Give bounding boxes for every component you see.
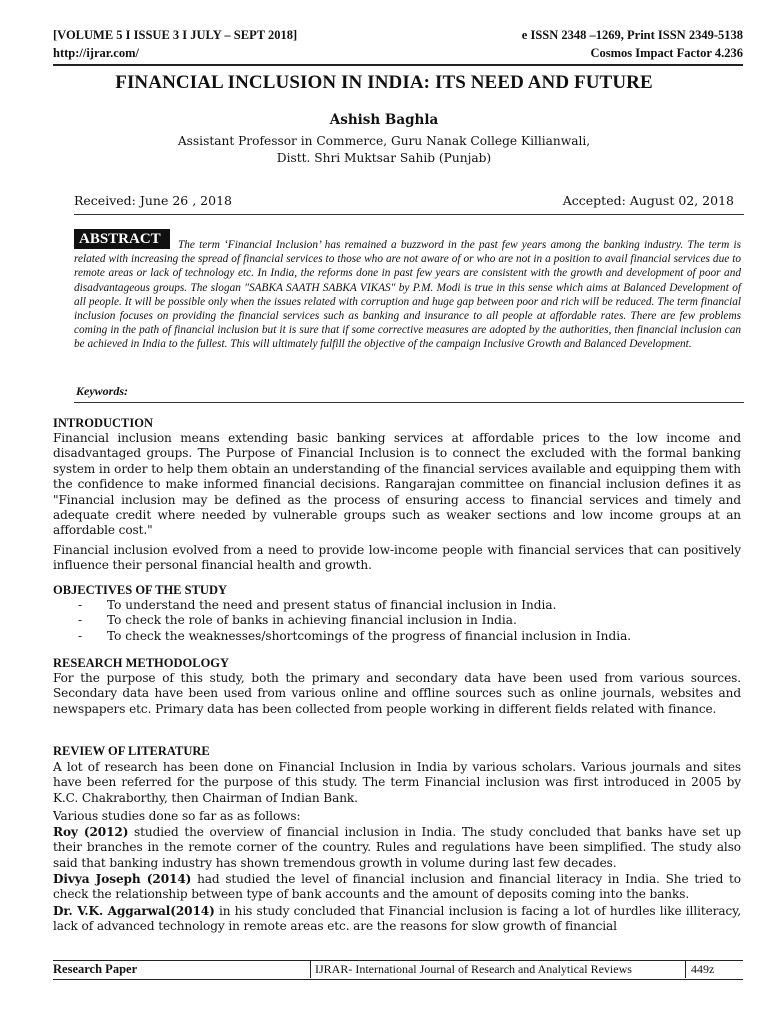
accepted-date: Accepted: August 02, 2018	[562, 193, 734, 208]
divya-citation: Divya Joseph (2014)	[53, 872, 192, 886]
journal-url[interactable]: http://ijrar.com/	[53, 46, 139, 60]
introduction-heading: INTRODUCTION	[53, 416, 154, 430]
objective-text: To check the weaknesses/shortcomings of the progress of financial inclusion in India.	[107, 628, 632, 643]
received-date: Received: June 26 , 2018	[74, 193, 232, 208]
list-item	[78, 613, 631, 628]
methodology-heading: RESEARCH METHODOLOGY	[53, 656, 230, 670]
aggarwal-text: in his study concluded that Financial inclusion is facing a lot of hurdles like illiteracy, lack of advanced technology in remote areas etc. are the reasons for slow growth of financial	[53, 904, 742, 934]
divya-text: had studied the level of financial inclusion and financial literacy in India. She tried to check the relationship between type of bank accounts and the amount of deposits coming into the banks.	[53, 872, 741, 902]
objectives-heading: OBJECTIVES OF THE STUDY	[53, 583, 228, 597]
header-divider	[53, 64, 743, 66]
aggarwal-citation: Dr. V.K. Aggarwal(2014)	[53, 904, 215, 918]
page-number: 449z	[685, 961, 743, 978]
page-footer	[53, 960, 743, 980]
affiliation-line-1: Assistant Professor in Commerce, Guru Nanak College Killianwali,	[177, 134, 591, 148]
methodology-paragraph: For the purpose of this study, both the primary and secondary data have been used from various sources. Secondary data have been used from various online and offline sources such as online journals, websites and newspapers etc. Primary data has been collected from people working in different fields related with finance.	[53, 671, 741, 716]
objective-text: To understand the need and present status of financial inclusion in India.	[107, 598, 557, 612]
dates-divider	[74, 214, 744, 215]
dash-bullet: -	[78, 613, 83, 628]
footer-label: Research Paper	[53, 962, 138, 976]
volume-info: [VOLUME 5 I ISSUE 3 I JULY – SEPT 2018]	[53, 28, 298, 42]
impact-factor: Cosmos Impact Factor 4.236	[590, 46, 743, 60]
review-paragraph-1: A lot of research has been done on Financial Inclusion in India by various scholars. Various journals and sites have been referred for the purpose of this study. The term Financial inclusion was first introduced in 2005 by K.C. Chakraborthy, then Chairman of Indian Bank.	[53, 760, 741, 805]
review-roy-paragraph	[53, 825, 741, 871]
dash-bullet: -	[78, 598, 83, 612]
keywords-divider	[74, 402, 744, 403]
review-aggarwal-paragraph	[53, 904, 741, 935]
roy-text: studied the overview of financial inclusion in India. The study concluded that banks have set up their branches in the remote corner of the country. Rules and regulations have been simplified. The study also said that banking industry has shown tremendous growth in volume during last few decades.	[53, 825, 741, 870]
roy-citation: Roy (2012)	[53, 825, 129, 839]
review-heading: REVIEW OF LITERATURE	[53, 744, 210, 758]
abstract-text: The term ‘Financial Inclusion’ has remained a buzzword in the past few years among the banking industry. The term is related with increasing the spread of financial services to those who are not aware of or who are not in a position to avail financial services due to remote areas or lack of technology etc. In India, the reforms done in past few years are consistent with the growth and development of poor and disadvantageous groups. The slogan "SABKA SAATH SABKA VIKAS" by P.M. Modi is true in this sense which aims at Balanced Development of all people. It will be possible only when the issues related with corruption and huge gap between poor and rich will be reduced. The term financial inclusion focuses on providing the financial services such as banking and insurance to all people at affordable rates. There are few problems coming in the path of financial inclusion but it is sure that if some corrective measures are adopted by the authorities, then financial inclusion can be achieved in India to the fullest. This will ultimately fulfill the objective of the campaign Inclusive Growth and Balanced Development.	[74, 239, 741, 351]
header-row-2	[53, 46, 743, 61]
dash-bullet: -	[78, 628, 83, 643]
review-paragraph-2: Various studies done so far as as follows:	[53, 809, 301, 823]
review-divya-paragraph	[53, 872, 741, 903]
introduction-paragraph-2: Financial inclusion evolved from a need to provide low-income people with financial services that can positively influence their personal financial health and growth.	[53, 543, 741, 573]
list-item	[78, 598, 631, 613]
dates-row	[74, 193, 734, 208]
abstract-label: ABSTRACT	[74, 229, 170, 249]
introduction-paragraph-1: Financial inclusion means extending basic banking services at affordable prices to the low income and disadvantaged groups. The Purpose of Financial Inclusion is to connect the excluded with the formal banking system in order to help them obtain an understanding of the financial services available and equipping them with the confidence to make informed financial decisions. Rangarajan committee on financial inclusion defines it as "Financial inclusion may be defined as the process of ensuring access to financial services and timely and adequate credit where needed by vulnerable groups such as weaker sections and low income groups at an affordable cost."	[53, 431, 741, 538]
paper-title: FINANCIAL INCLUSION IN INDIA: ITS NEED AND FUTURE	[115, 72, 653, 93]
objectives-list	[78, 598, 631, 644]
affiliation-line-2: Distt. Shri Muktsar Sahib (Punjab)	[276, 151, 492, 165]
author-name: Ashish Baghla	[329, 112, 439, 128]
issn-info: e ISSN 2348 –1269, Print ISSN 2349-5138	[521, 28, 743, 42]
keywords-label: Keywords:	[76, 384, 128, 398]
footer-journal: IJRAR- International Journal of Research and Analytical Reviews	[310, 961, 632, 978]
list-item	[78, 629, 631, 644]
objective-text: To check the role of banks in achieving financial inclusion in India.	[107, 613, 517, 628]
header-row-1	[53, 28, 743, 43]
